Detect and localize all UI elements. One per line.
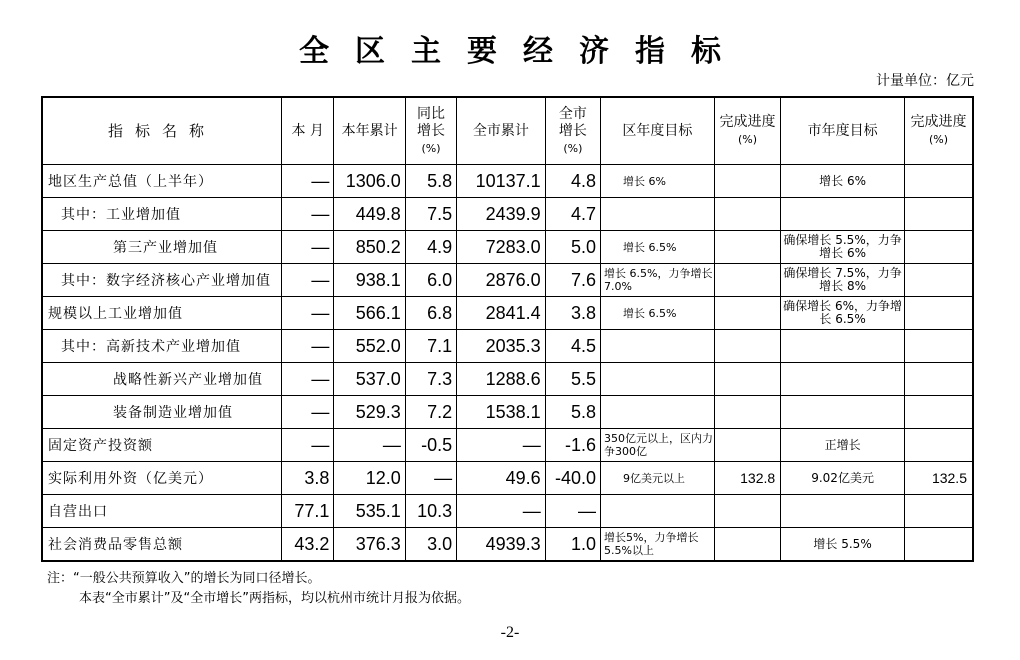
header-row [42, 97, 973, 165]
cell-progress2 [904, 330, 973, 363]
cell-ytd: 938.1 [334, 264, 405, 297]
cell-progress2 [904, 231, 973, 264]
cell-city-growth: 7.6 [545, 264, 600, 297]
col-header-city-growth [545, 97, 600, 165]
cell-district-target: 增长 6.5% [601, 231, 715, 264]
row-label: 其中：数字经济核心产业增加值 [42, 264, 282, 297]
cell-ytd: 12.0 [334, 462, 405, 495]
table-row [42, 363, 973, 396]
cell-city-growth: 1.0 [545, 528, 600, 562]
cell-month: — [282, 396, 334, 429]
cell-city-ytd: 10137.1 [457, 165, 546, 198]
cell-progress2 [904, 363, 973, 396]
cell-progress2: 132.5 [904, 462, 973, 495]
table-row [42, 429, 973, 462]
row-label: 社会消费品零售总额 [42, 528, 282, 562]
table-row [42, 231, 973, 264]
col-header-ytd: 本年累计 [334, 97, 405, 165]
cell-city-target: 确保增长 7.5%，力争增长 8% [781, 264, 905, 297]
col-header-yoy-line2: 增长 [416, 122, 445, 139]
cell-city-ytd: — [457, 495, 546, 528]
cell-ytd: 552.0 [334, 330, 405, 363]
cell-city-target [781, 363, 905, 396]
cell-progress1 [714, 528, 780, 562]
col-header-district-target: 区年度目标 [601, 97, 715, 165]
page-number: -2- [500, 624, 520, 641]
cell-month: — [282, 297, 334, 330]
col-header-city-growth-line1: 全市 [558, 105, 587, 122]
cell-progress1 [714, 165, 780, 198]
col-header-progress2-unit: (%) [928, 133, 949, 146]
indicator-table [41, 96, 974, 562]
cell-month: — [282, 165, 334, 198]
cell-ytd: 537.0 [334, 363, 405, 396]
cell-progress2 [904, 264, 973, 297]
cell-city-ytd: 2035.3 [457, 330, 546, 363]
cell-ytd: 850.2 [334, 231, 405, 264]
cell-month: 43.2 [282, 528, 334, 562]
cell-progress1 [714, 231, 780, 264]
cell-progress1 [714, 330, 780, 363]
row-label: 自营出口 [42, 495, 282, 528]
cell-ytd: 449.8 [334, 198, 405, 231]
table-row [42, 264, 973, 297]
col-header-yoy-unit: (%) [421, 141, 441, 155]
col-header-yoy [405, 97, 456, 165]
cell-city-target: 确保增长 5.5%，力争增长 6% [781, 231, 905, 264]
row-label: 实际利用外资（亿美元） [42, 462, 282, 495]
table-row [42, 528, 973, 562]
cell-city-target [781, 396, 905, 429]
cell-month: 3.8 [282, 462, 334, 495]
cell-progress1 [714, 396, 780, 429]
cell-yoy: 6.8 [405, 297, 456, 330]
cell-city-ytd: 49.6 [457, 462, 546, 495]
cell-progress2 [904, 495, 973, 528]
cell-city-growth: -40.0 [545, 462, 600, 495]
table-row [42, 396, 973, 429]
table-row [42, 297, 973, 330]
table-row [42, 462, 973, 495]
cell-yoy: 6.0 [405, 264, 456, 297]
cell-progress1 [714, 363, 780, 396]
cell-district-target [601, 198, 715, 231]
cell-progress1 [714, 297, 780, 330]
row-label: 装备制造业增加值 [42, 396, 282, 429]
col-header-progress2 [904, 97, 973, 165]
cell-city-ytd: 1538.1 [457, 396, 546, 429]
cell-district-target [601, 363, 715, 396]
col-header-city-target: 市年度目标 [781, 97, 905, 165]
cell-ytd: 1306.0 [334, 165, 405, 198]
cell-ytd: — [334, 429, 405, 462]
page-title: 全区主要经济指标 [299, 34, 747, 69]
cell-city-target [781, 495, 905, 528]
cell-progress2 [904, 528, 973, 562]
cell-district-target [601, 330, 715, 363]
cell-yoy: 7.1 [405, 330, 456, 363]
cell-progress2 [904, 297, 973, 330]
cell-city-target [781, 198, 905, 231]
row-label: 战略性新兴产业增加值 [42, 363, 282, 396]
cell-month: — [282, 231, 334, 264]
cell-progress1 [714, 495, 780, 528]
cell-district-target: 增长5%，力争增长5.5%以上 [601, 528, 715, 562]
row-label: 其中：工业增加值 [42, 198, 282, 231]
cell-ytd: 566.1 [334, 297, 405, 330]
cell-yoy: 5.8 [405, 165, 456, 198]
cell-yoy: 4.9 [405, 231, 456, 264]
col-header-name: 指标名称 [42, 97, 282, 165]
col-header-progress1-unit: (%) [737, 133, 757, 146]
cell-city-ytd: 2439.9 [457, 198, 546, 231]
table-row [42, 495, 973, 528]
cell-progress2 [904, 429, 973, 462]
cell-ytd: 529.3 [334, 396, 405, 429]
cell-city-ytd: — [457, 429, 546, 462]
cell-ytd: 376.3 [334, 528, 405, 562]
cell-city-ytd: 2841.4 [457, 297, 546, 330]
col-header-progress1-line1: 完成进度 [719, 114, 776, 130]
cell-city-ytd: 7283.0 [457, 231, 546, 264]
cell-district-target: 增长 6.5%，力争增长 7.0% [601, 264, 715, 297]
cell-month: — [282, 429, 334, 462]
cell-district-target: 350亿元以上，区内力争300亿 [601, 429, 715, 462]
col-header-month: 本 月 [282, 97, 334, 165]
footnote [47, 569, 470, 609]
cell-progress1: 132.8 [714, 462, 780, 495]
col-header-city-ytd: 全市累计 [457, 97, 546, 165]
cell-month: — [282, 363, 334, 396]
cell-yoy: — [405, 462, 456, 495]
col-header-yoy-line1: 同比 [416, 105, 445, 122]
cell-city-target: 正增长 [781, 429, 905, 462]
cell-yoy: 10.3 [405, 495, 456, 528]
cell-city-target: 9.02亿美元 [781, 462, 905, 495]
footnote-line-1: 注：“一般公共预算收入”的增长为同口径增长。 [47, 571, 321, 586]
cell-city-growth: 4.7 [545, 198, 600, 231]
cell-city-target: 确保增长 6%，力争增长 6.5% [781, 297, 905, 330]
cell-ytd: 535.1 [334, 495, 405, 528]
cell-district-target [601, 396, 715, 429]
col-header-progress1 [714, 97, 780, 165]
cell-city-target [781, 330, 905, 363]
cell-city-target: 增长 6% [781, 165, 905, 198]
cell-city-growth: -1.6 [545, 429, 600, 462]
col-header-city-growth-line2: 增长 [558, 122, 587, 139]
footnote-line-2: 本表“全市累计”及“全市增长”两指标，均以杭州市统计月报为依据。 [79, 591, 470, 606]
cell-city-ytd: 1288.6 [457, 363, 546, 396]
cell-month: — [282, 330, 334, 363]
cell-city-growth: 5.5 [545, 363, 600, 396]
cell-city-ytd: 2876.0 [457, 264, 546, 297]
cell-city-growth: 4.5 [545, 330, 600, 363]
cell-city-growth: 3.8 [545, 297, 600, 330]
cell-district-target: 增长 6% [601, 165, 715, 198]
cell-progress2 [904, 396, 973, 429]
col-header-city-growth-unit: (%) [563, 141, 583, 155]
cell-district-target: 9亿美元以上 [601, 462, 715, 495]
table-row [42, 330, 973, 363]
cell-city-growth: 4.8 [545, 165, 600, 198]
cell-city-ytd: 4939.3 [457, 528, 546, 562]
cell-month: — [282, 264, 334, 297]
cell-yoy: 7.2 [405, 396, 456, 429]
cell-district-target [601, 495, 715, 528]
cell-month: 77.1 [282, 495, 334, 528]
cell-yoy: 3.0 [405, 528, 456, 562]
unit-label: 计量单位：亿元 [876, 73, 974, 89]
cell-yoy: 7.3 [405, 363, 456, 396]
cell-progress2 [904, 198, 973, 231]
cell-city-growth: 5.8 [545, 396, 600, 429]
table-row [42, 198, 973, 231]
row-label: 其中：高新技术产业增加值 [42, 330, 282, 363]
col-header-progress2-line1: 完成进度 [910, 114, 967, 130]
cell-progress1 [714, 429, 780, 462]
cell-district-target: 增长 6.5% [601, 297, 715, 330]
cell-progress1 [714, 264, 780, 297]
cell-progress1 [714, 198, 780, 231]
row-label: 地区生产总值（上半年） [42, 165, 282, 198]
cell-yoy: 7.5 [405, 198, 456, 231]
cell-city-growth: 5.0 [545, 231, 600, 264]
cell-city-target: 增长 5.5% [781, 528, 905, 562]
row-label: 第三产业增加值 [42, 231, 282, 264]
row-label: 固定资产投资额 [42, 429, 282, 462]
cell-progress2 [904, 165, 973, 198]
cell-month: — [282, 198, 334, 231]
table-row [42, 165, 973, 198]
cell-city-growth: — [545, 495, 600, 528]
cell-yoy: -0.5 [405, 429, 456, 462]
row-label: 规模以上工业增加值 [42, 297, 282, 330]
